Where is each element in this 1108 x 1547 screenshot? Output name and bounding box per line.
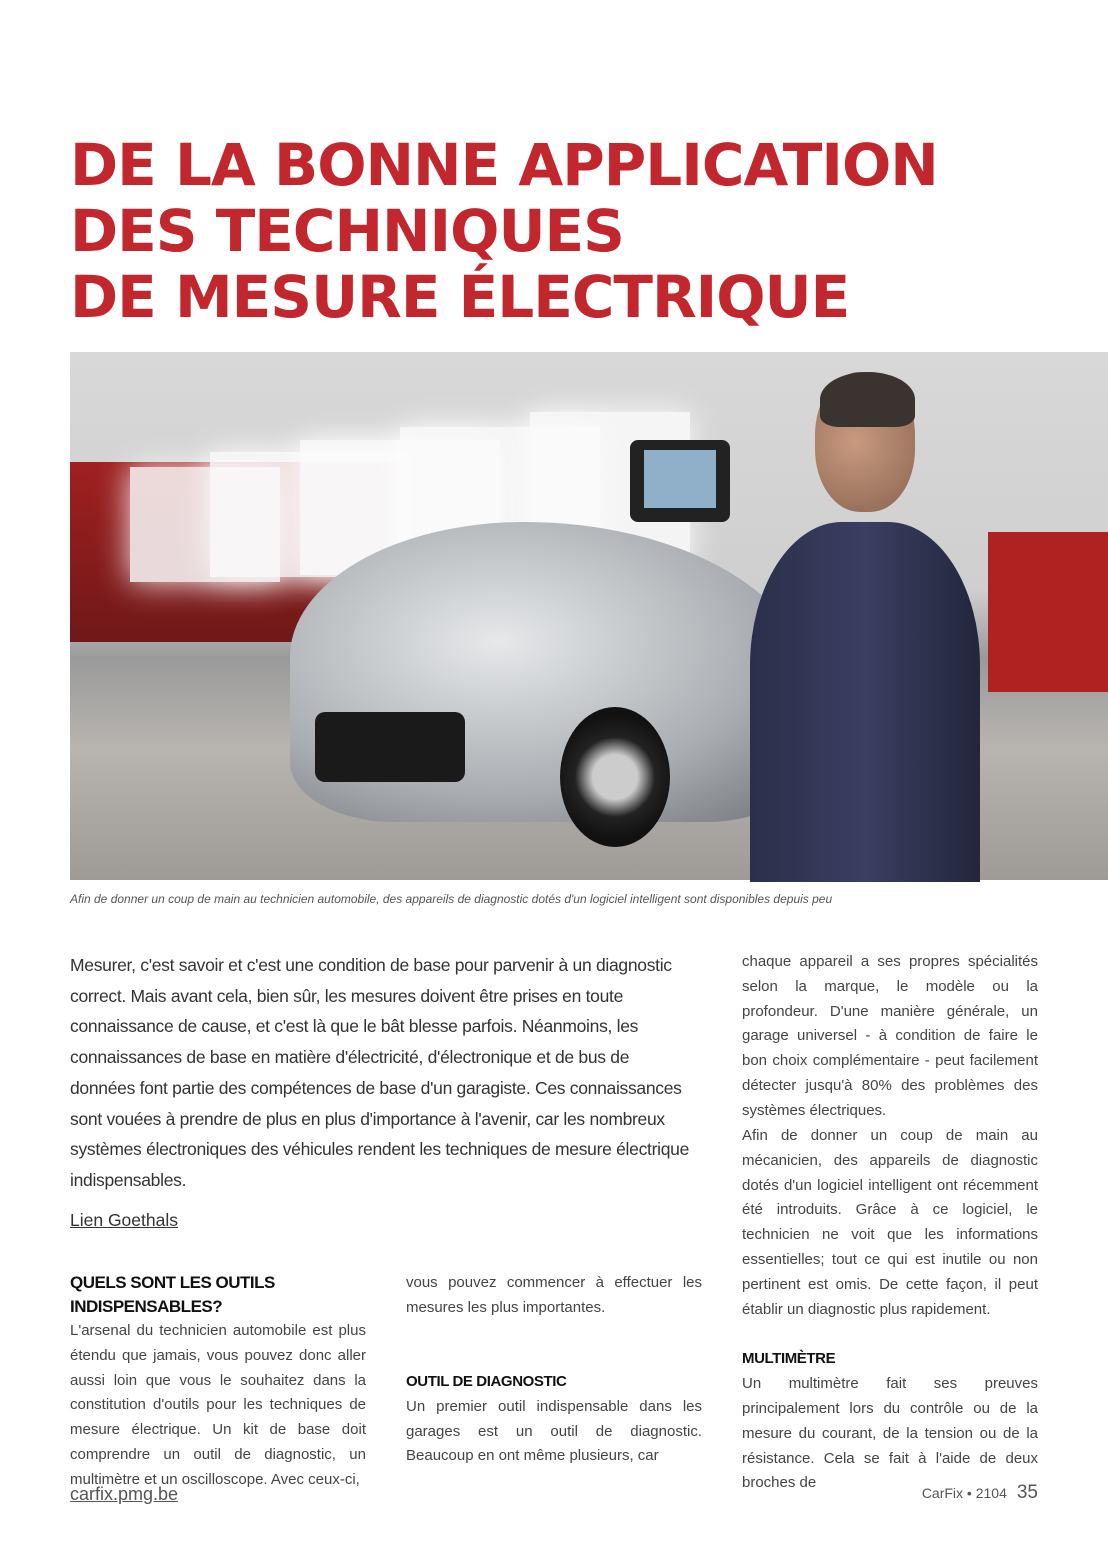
website-link[interactable]: carfix.pmg.be [70, 1484, 179, 1504]
page-footer [922, 1482, 1038, 1504]
title-line: DE LA BONNE APPLICATION [70, 131, 938, 199]
section-text: Un multimètre fait ses preuves principalement lors du contrôle ou de la mesure du courant, de la tension ou de la résistance. Cela se fait à l'aide de deux broches de [742, 1375, 1038, 1492]
column-1 [70, 1271, 366, 1493]
author-link[interactable]: Lien Goethals [70, 1210, 178, 1230]
article-intro: Mesurer, c'est savoir et c'est une condition de base pour parvenir à un diagnostic correct. Mais avant cela, bien sûr, les mesures doivent être prises en toute connaissance de cause, et c'est là que le bât blesse parfois. Néanmoins, les connaissances de base en matière d'électricité, d'électronique et de bus de données font partie des compétences de base d'un garagiste. Ces connaissances sont vouées à prendre de plus en plus d'importance à l'avenir, car les nombreux systèmes électroniques des véhicules rendent les techniques de mesure électrique indispensables. [70, 955, 689, 1190]
technician [720, 372, 980, 882]
photo-caption: Afin de donner un coup de main au technicien automobile, des appareils de diagnostic dotés d'un logiciel intelligent sont disponibles depuis peu [70, 892, 833, 906]
title-line: DES TECHNIQUES [70, 197, 624, 265]
page-number: 35 [1016, 1482, 1038, 1503]
section-text: Afin de donner un coup de main au mécanicien, des appareils de diagnostic dotés d'un logiciel intelligent ont récemment été introduits. Grâce à ce logiciel, le technicien ne voit que les informations essentielles; tout ce qui est inutile ou non pertinent est omis. De cette façon, il peut établir un diagnostic plus rapidement. [742, 1127, 1038, 1318]
section-text: Un premier outil indispensable dans les garages est un outil de diagnostic. Beaucoup en ont même plusieurs, car [406, 1397, 702, 1465]
car-grille [315, 712, 465, 782]
technician-body [750, 522, 980, 882]
technician-hair [820, 372, 915, 427]
article-title [70, 132, 938, 330]
diagnostic-tablet [630, 440, 730, 522]
column-3 [742, 950, 1038, 1492]
column-2 [406, 1271, 702, 1469]
title-line: DE MESURE ÉLECTRIQUE [70, 263, 850, 331]
article-photo [70, 352, 1108, 880]
section-heading: QUELS SONT LES OUTILS INDISPENSABLES? [70, 1273, 275, 1316]
section-heading: MULTIMÈTRE [742, 1350, 836, 1368]
section-text: L'arsenal du technicien automobile est plus étendu que jamais, vous pouvez donc aller aussi loin que vous le souhaitez dans la constitution d'outils pour les techniques de mesure électrique. Un kit de base doit comprendre un outil de diagnostic, un multimètre et un oscilloscope. Avec ceux-ci, [70, 1322, 366, 1488]
section-text-continued: chaque appareil a ses propres spécialités selon la marque, le modèle ou la profondeur. D'une manière générale, un garage universel - à condition de faire le bon choix complémentaire - peut facilement détecter jusqu'à 80% des problèmes des systèmes électriques. [742, 953, 1038, 1119]
tool-cabinet [988, 532, 1108, 692]
magazine-issue: CarFix • 2104 [921, 1485, 1007, 1501]
section-heading: OUTIL DE DIAGNOSTIC [406, 1373, 567, 1390]
car-wheel [560, 707, 670, 847]
section-text-continued: vous pouvez commencer à effectuer les mesures les plus importantes. [406, 1274, 702, 1316]
